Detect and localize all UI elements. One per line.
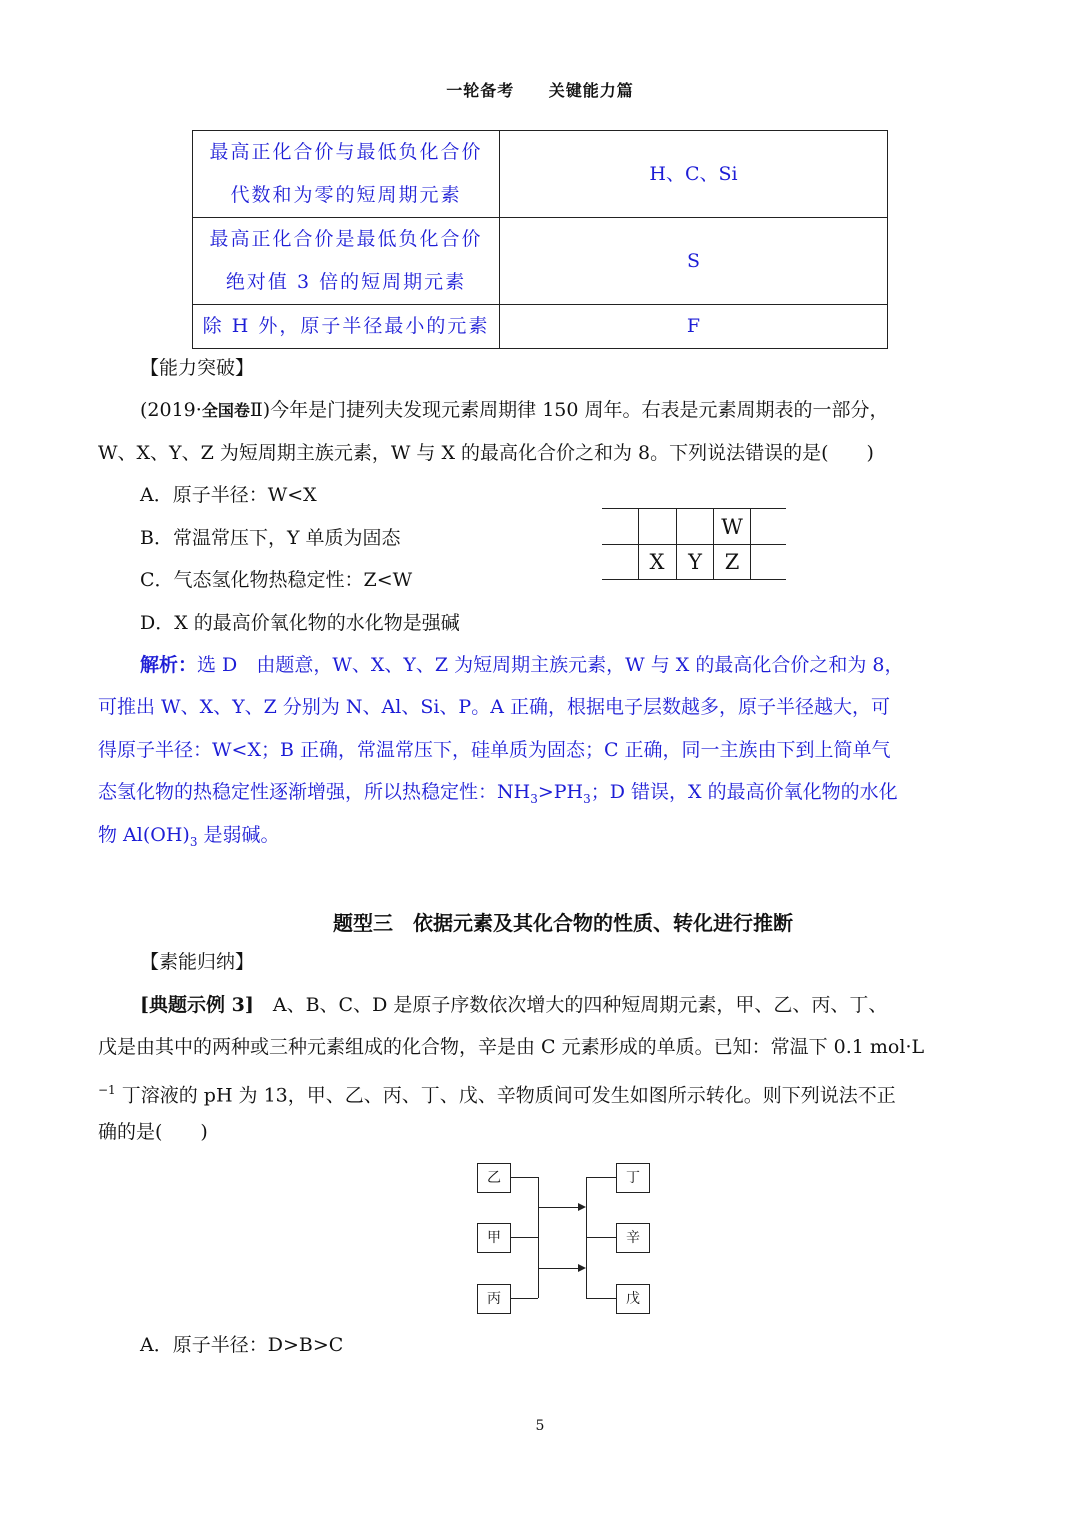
table-cell-property: 除 H 外，原子半径最小的元素 bbox=[193, 305, 500, 349]
option-b: B．常温常压下，Y 单质为固态 bbox=[140, 527, 401, 549]
node-jia: 甲 bbox=[477, 1223, 511, 1253]
cell-z: Z bbox=[724, 550, 740, 574]
option-c: C．气态氢化物热稳定性：Z<W bbox=[140, 569, 413, 591]
analysis-line-4: 态氢化物的热稳定性逐渐增强，所以热稳定性：$NH_3>PH_3$；D 错误，X 的最高价氧化物的水化 bbox=[98, 781, 898, 806]
option-a: A．原子半径：W<X bbox=[140, 484, 317, 506]
cell-x: X bbox=[649, 550, 665, 574]
table-row bbox=[193, 218, 888, 305]
node-xin: 辛 bbox=[616, 1223, 650, 1253]
table-row bbox=[193, 131, 888, 218]
example-line-2: 戊是由其中的两种或三种元素组成的化合物，辛是由 C 元素形成的单质。已知：常温下 0.1 mol·L bbox=[98, 1036, 925, 1058]
analysis-label: 解析： bbox=[140, 654, 198, 676]
section-title-ability: 【能力突破】 bbox=[140, 357, 255, 379]
header-series: 一轮备考 bbox=[446, 81, 515, 100]
cell-w: W bbox=[721, 515, 743, 539]
table-cell-property: 最高正化合价与最低负化合价 代数和为零的短周期元素 bbox=[193, 131, 500, 218]
example-line-1: [典题示例 3] A、B、C、D 是原子序数依次增大的四种短周期元素，甲、乙、丙、丁、 bbox=[140, 994, 888, 1016]
section-subtitle: 【素能归纳】 bbox=[140, 951, 255, 973]
node-wu: 戊 bbox=[616, 1284, 650, 1314]
example-line-4: 确的是( ) bbox=[98, 1121, 208, 1143]
analysis-line-1: 解析：选 D 由题意，W、X、Y、Z 为短周期主族元素，W 与 X 的最高化合价之和为 8， bbox=[140, 654, 904, 676]
question-line-2: W、X、Y、Z 为短周期主族元素，W 与 X 的最高化合价之和为 8。下列说法错误的是( ) bbox=[98, 442, 874, 464]
node-bing: 丙 bbox=[477, 1284, 511, 1314]
table-cell-property: 最高正化合价是最低负化合价 绝对值 3 倍的短周期元素 bbox=[193, 218, 500, 305]
section-heading-type-three: 题型三 依据元素及其化合物的性质、转化进行推断 bbox=[333, 911, 793, 935]
question-source: 全国卷 bbox=[201, 401, 250, 420]
transformation-diagram bbox=[470, 1160, 660, 1316]
analysis-line-2: 可推出 W、X、Y、Z 分别为 N、Al、Si、P。A 正确，根据电子层数越多，原子半径越大，可 bbox=[98, 696, 890, 718]
analysis-answer: 选 D bbox=[197, 654, 238, 676]
periodic-table-fragment bbox=[602, 508, 786, 580]
table-cell-element: S bbox=[500, 218, 888, 305]
analysis-line-3: 得原子半径：W<X；B 正确，常温常压下，硅单质为固态；C 正确，同一主族由下到上简单气 bbox=[98, 739, 891, 761]
table-row bbox=[193, 305, 888, 349]
option-d: D．X 的最高价氧化物的水化物是强碱 bbox=[140, 612, 460, 634]
example-line-3: $^{-1}$ 丁溶液的 pH 为 13，甲、乙、丙、丁、戊、辛物质间可发生如图所示转化。则下列说法不正 bbox=[98, 1083, 896, 1107]
table-cell-element: F bbox=[500, 305, 888, 349]
element-property-table bbox=[192, 130, 888, 349]
node-ding: 丁 bbox=[616, 1163, 650, 1193]
page-number: 5 bbox=[535, 1418, 545, 1434]
page-header bbox=[0, 78, 1080, 101]
cell-y: Y bbox=[688, 550, 702, 574]
question-line-1: (2019·全国卷Ⅱ)今年是门捷列夫发现元素周期律 150 周年。右表是元素周期表的一部分， bbox=[140, 399, 889, 421]
example-label: [典题示例 3] bbox=[140, 994, 254, 1016]
header-section: 关键能力篇 bbox=[548, 81, 634, 100]
analysis-line-5: 物 $Al(OH)_3$ 是弱碱。 bbox=[98, 824, 280, 849]
option-a-radius: A．原子半径：D>B>C bbox=[140, 1334, 344, 1356]
node-yi: 乙 bbox=[477, 1163, 511, 1193]
table-cell-element: H、C、Si bbox=[500, 131, 888, 218]
